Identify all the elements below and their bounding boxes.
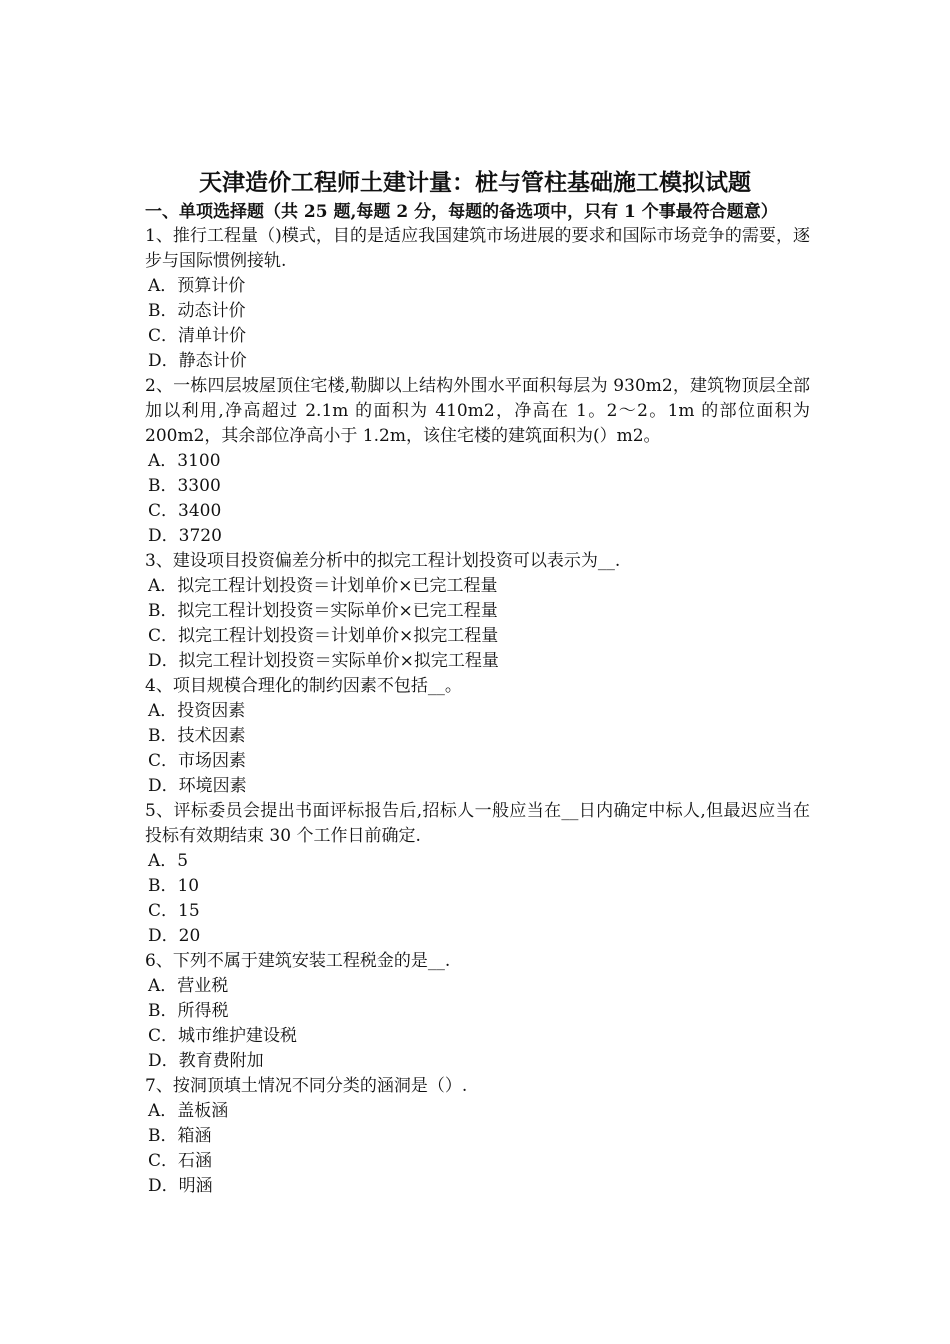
- option-a: A．盖板涵: [148, 1101, 229, 1121]
- option-a: A．5: [148, 851, 189, 871]
- question-stem: 7、按洞顶填土情况不同分类的涵洞是（）.: [145, 1076, 468, 1096]
- option-list: [145, 699, 810, 799]
- option-c: C．3400: [148, 501, 222, 521]
- option-a: A．拟完工程计划投资＝计划单价×已完工程量: [148, 576, 498, 596]
- option-b: B．技术因素: [148, 726, 246, 746]
- option-a: A．投资因素: [148, 701, 246, 721]
- option-c: C．市场因素: [148, 751, 247, 771]
- question-7: [145, 1074, 810, 1199]
- document-body: [145, 200, 810, 1199]
- option-list: [145, 1099, 810, 1199]
- option-d: D．3720: [148, 526, 222, 546]
- option-c: C．城市维护建设税: [148, 1026, 298, 1046]
- question-stem: 5、评标委员会提出书面评标报告后,招标人一般应当在__日内确定中标人,但最迟应当在投标有效期结束 30 个工作日前确定.: [145, 801, 810, 846]
- option-c: C．清单计价: [148, 326, 247, 346]
- question-stem: 3、建设项目投资偏差分析中的拟完工程计划投资可以表示为__.: [145, 551, 621, 571]
- option-list: [145, 849, 810, 949]
- question-2: [145, 374, 810, 549]
- option-list: [145, 574, 810, 674]
- document-title: 天津造价工程师土建计量：桩与管柱基础施工模拟试题: [199, 169, 751, 197]
- option-list: [145, 974, 810, 1074]
- option-c: C．石涵: [148, 1151, 213, 1171]
- option-d: D．教育费附加: [148, 1051, 264, 1071]
- option-b: B．动态计价: [148, 301, 246, 321]
- option-d: D．环境因素: [148, 776, 247, 796]
- question-5: [145, 799, 810, 949]
- question-stem: 2、一栋四层坡屋顶住宅楼,勒脚以上结构外围水平面积每层为 930m2，建筑物顶层全部加以利用,净高超过 2.1m 的面积为 410m2，净高在 1。2～2。1m 的部位面积为 200m2，其余部位净高小于 1.2m，该住宅楼的建筑面积为(）m2。: [145, 376, 810, 446]
- option-c: C．15: [148, 901, 200, 921]
- question-4: [145, 674, 810, 799]
- question-3: [145, 549, 810, 674]
- option-a: A．营业税: [148, 976, 229, 996]
- section-heading: 一、单项选择题（共 25 题,每题 2 分，每题的备选项中，只有 1 个事最符合题意）: [145, 202, 778, 222]
- option-c: C．拟完工程计划投资＝计划单价×拟完工程量: [148, 626, 499, 646]
- option-list: [145, 449, 810, 549]
- option-list: [145, 274, 810, 374]
- option-d: D．静态计价: [148, 351, 247, 371]
- question-stem: 4、项目规模合理化的制约因素不包括__。: [145, 676, 462, 696]
- option-d: D．明涵: [148, 1176, 213, 1196]
- question-6: [145, 949, 810, 1074]
- option-d: D．20: [148, 926, 201, 946]
- option-a: A．预算计价: [148, 276, 246, 296]
- option-a: A．3100: [148, 451, 221, 471]
- question-1: [145, 224, 810, 374]
- option-b: B．所得税: [148, 1001, 229, 1021]
- option-d: D．拟完工程计划投资＝实际单价×拟完工程量: [148, 651, 499, 671]
- option-b: B．3300: [148, 476, 221, 496]
- option-b: B．10: [148, 876, 200, 896]
- option-b: B．箱涵: [148, 1126, 212, 1146]
- option-b: B．拟完工程计划投资＝实际单价×已完工程量: [148, 601, 498, 621]
- question-stem: 6、下列不属于建筑安装工程税金的是__.: [145, 951, 451, 971]
- question-stem: 1、推行工程量（)模式，目的是适应我国建筑市场进展的要求和国际市场竞争的需要，逐步与国际惯例接轨.: [145, 226, 810, 271]
